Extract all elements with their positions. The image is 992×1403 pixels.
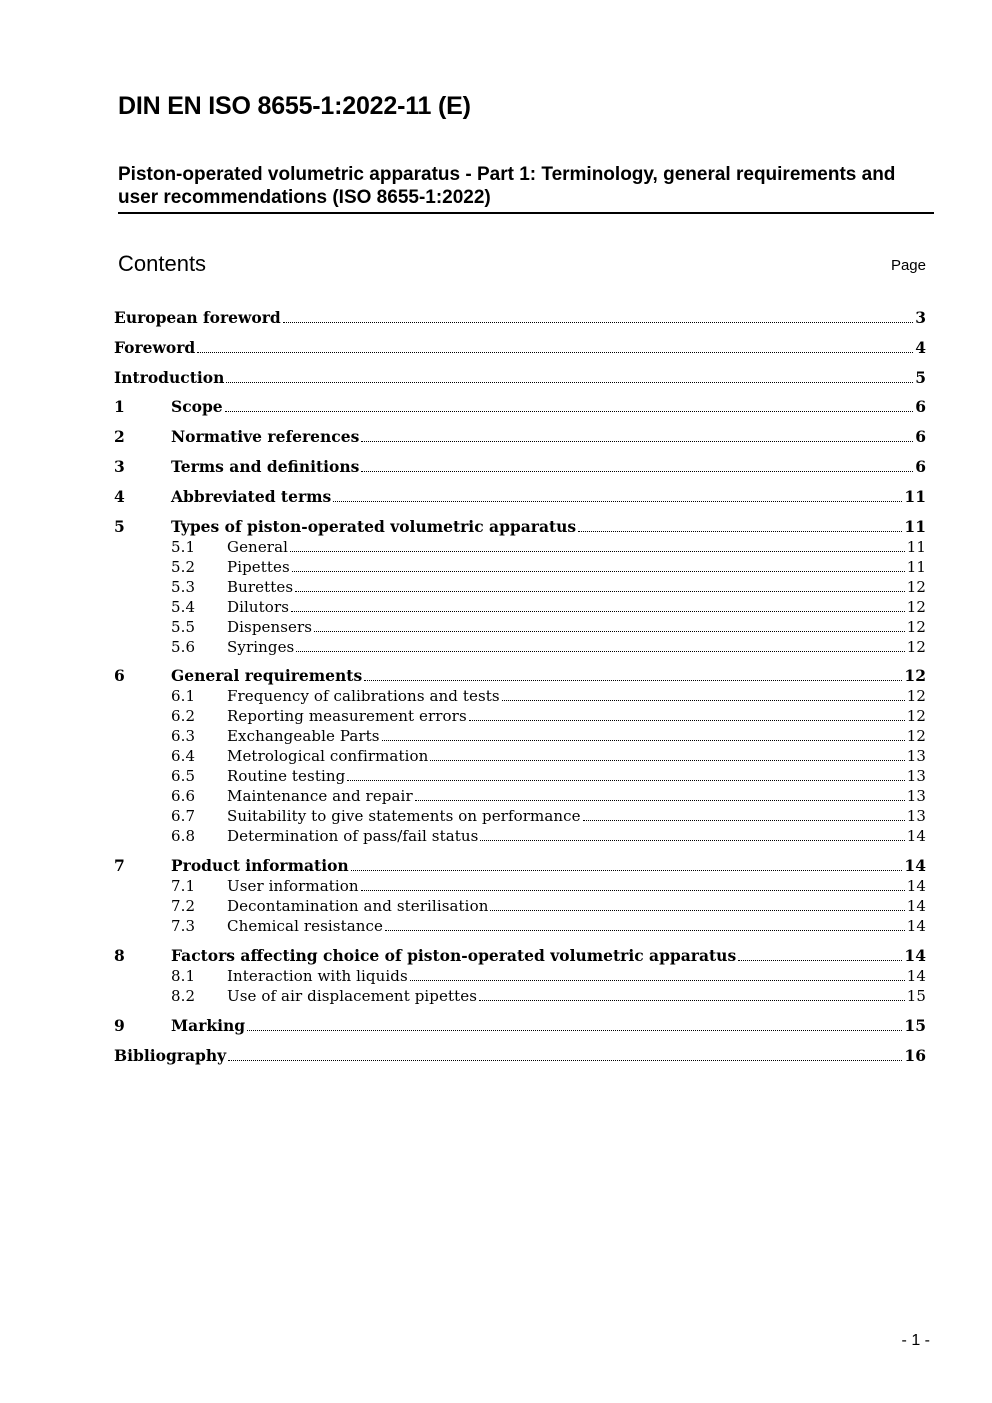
toc-subentry[interactable] [114,986,926,1006]
toc-entry-number: 6.8 [171,827,196,846]
toc-entry-label: Marking [171,1015,246,1035]
toc-entry-page: 12 [906,707,926,726]
toc-dot-leader [583,819,905,821]
toc-entry-label: Syringes [227,637,295,656]
toc-entry-label: Chemical resistance [227,917,383,936]
toc-dot-leader [247,1029,902,1031]
toc-entry-label: Foreword [114,337,196,357]
toc-dot-leader [292,570,905,572]
toc-entry-number: 5.1 [171,537,196,556]
toc-entry-number: 6.2 [171,707,196,726]
toc-subentry[interactable] [114,637,926,657]
toc-entry-page: 12 [906,687,926,706]
toc-subentry[interactable] [114,706,926,726]
toc-entry[interactable] [114,946,926,966]
toc-dot-leader [738,959,902,961]
toc-dot-leader [361,470,913,472]
toc-entry-page: 12 [906,577,926,596]
toc-dot-leader [490,909,904,911]
toc-entry-page: 13 [906,787,926,806]
toc-dot-leader [290,550,905,552]
toc-dot-leader [361,889,905,891]
toc-entry-label: European foreword [114,308,281,327]
toc-entry-label: General [227,537,289,556]
toc-entry-label: Reporting measurement errors [227,707,467,726]
toc-dot-leader [314,630,905,632]
toc-entry-label: Normative references [171,427,360,447]
toc-entry-number: 5.5 [171,617,196,636]
toc-entry-number: 9 [114,1015,125,1035]
toc-entry-label: User information [227,877,359,896]
document-subtitle: Piston-operated volumetric apparatus - Part 1: Terminology, general requirements and user recommendations (ISO 8655-1:2022) [118,163,934,214]
toc-entry-page: 16 [904,1045,926,1065]
toc-dot-leader [364,679,902,681]
toc-entry-number: 5.6 [171,637,196,656]
toc-entry[interactable] [114,1046,926,1066]
toc-entry-number: 5.3 [171,577,196,596]
toc-subentry[interactable] [114,686,926,706]
toc-entry[interactable] [114,487,926,507]
toc-subentry[interactable] [114,766,926,786]
toc-subentry[interactable] [114,617,926,637]
toc-entry-page: 14 [906,966,926,985]
toc-entry-number: 7.1 [171,877,196,896]
toc-dot-leader [291,610,905,612]
toc-entry-page: 12 [904,666,926,686]
toc-subentry[interactable] [114,876,926,896]
toc-dot-leader [295,590,905,592]
toc-entry-number: 5.4 [171,597,196,616]
toc-entry[interactable] [114,427,926,447]
toc-entry-page: 6 [915,456,926,476]
toc-entry[interactable] [114,368,926,388]
toc-entry[interactable] [114,457,926,477]
toc-entry-label: Pipettes [227,557,290,576]
toc-entry-number: 6 [114,666,125,686]
toc-entry-label: Dispensers [227,617,313,636]
toc-subentry[interactable] [114,746,926,766]
toc-entry-page: 14 [906,877,926,896]
toc-entry-number: 3 [114,456,125,476]
toc-entry-label: Dilutors [227,597,290,616]
toc-dot-leader [382,739,905,741]
toc-dot-leader [479,999,905,1001]
toc-entry-number: 6.6 [171,787,196,806]
toc-dot-leader [197,351,913,353]
toc-dot-leader [410,979,905,981]
toc-entry-page: 6 [915,397,926,417]
toc-entry-page: 12 [906,727,926,746]
toc-subentry[interactable] [114,826,926,846]
toc-entry-label: Exchangeable Parts [227,727,380,746]
toc-subentry[interactable] [114,806,926,826]
toc-entry-label: Suitability to give statements on performance [227,807,581,826]
toc-subentry[interactable] [114,726,926,746]
toc-entry-label: Routine testing [227,767,346,786]
toc-subentry[interactable] [114,916,926,936]
toc-dot-leader [333,500,902,502]
toc-entry-page: 11 [906,557,926,576]
toc-entry-label: Terms and definitions [171,456,360,476]
toc-entry-label: Bibliography [114,1045,227,1065]
page-column-heading: Page [890,257,926,274]
toc-entry-number: 1 [114,397,125,417]
toc-entry-number: 2 [114,427,125,447]
toc-subentry[interactable] [114,577,926,597]
toc-entry[interactable] [114,517,926,537]
toc-entry-page: 13 [906,807,926,826]
toc-entry-number: 4 [114,486,125,506]
toc-entry-number: 8 [114,945,125,965]
toc-entry-label: Abbreviated terms [171,486,332,506]
toc-entry[interactable] [114,666,926,686]
toc-entry-page: 12 [906,637,926,656]
toc-entry-label: Factors affecting choice of piston-operated volumetric apparatus [171,945,737,965]
toc-dot-leader [361,440,913,442]
page-number: - 1 - [901,1332,930,1349]
toc-entry-label: Determination of pass/fail status [227,827,479,846]
toc-dot-leader [430,759,904,761]
toc-dot-leader [502,699,905,701]
toc-entry-page: 14 [906,917,926,936]
toc-entry-page: 14 [904,856,926,876]
toc-entry-page: 13 [906,767,926,786]
toc-subentry[interactable] [114,557,926,577]
toc-entry-page: 15 [906,986,926,1005]
toc-dot-leader [226,381,913,383]
toc-entry-page: 11 [904,516,926,536]
toc-entry-label: Frequency of calibrations and tests [227,687,500,706]
toc-dot-leader [283,321,913,323]
toc-entry-number: 8.1 [171,966,196,985]
toc-entry-number: 6.1 [171,687,196,706]
toc-entry-page: 13 [906,747,926,766]
toc-entry-label: Metrological confirmation [227,747,429,766]
toc-entry[interactable] [114,856,926,876]
toc-dot-leader [225,410,914,412]
toc-dot-leader [469,719,905,721]
toc-entry[interactable] [114,308,926,328]
toc-entry-page: 14 [906,827,926,846]
toc-dot-leader [385,929,905,931]
toc-entry-label: Maintenance and repair [227,787,413,806]
toc-dot-leader [296,650,904,652]
toc-subentry[interactable] [114,896,926,916]
toc-entry-page: 12 [906,617,926,636]
toc-entry-number: 7.3 [171,917,196,936]
toc-subentry[interactable] [114,966,926,986]
toc-entry-label: Scope [171,397,223,417]
toc-entry-number: 6.7 [171,807,196,826]
toc-entry-number: 7.2 [171,897,196,916]
toc-entry-label: Burettes [227,577,294,596]
toc-entry[interactable] [114,1016,926,1036]
toc-dot-leader [415,799,905,801]
table-of-contents [114,306,926,1066]
toc-entry-label: Use of air displacement pipettes [227,986,477,1005]
toc-subentry[interactable] [114,537,926,557]
toc-entry-number: 7 [114,856,125,876]
toc-entry-page: 6 [915,427,926,447]
contents-heading: Contents [118,251,207,276]
toc-entry-page: 4 [915,337,926,357]
toc-subentry[interactable] [114,786,926,806]
toc-entry-page: 11 [906,537,926,556]
document-title: DIN EN ISO 8655-1:2022-11 (E) [118,92,471,120]
toc-dot-leader [480,839,904,841]
toc-entry-number: 6.3 [171,727,196,746]
toc-dot-leader [347,779,904,781]
toc-entry-page: 15 [904,1015,926,1035]
toc-entry-label: Introduction [114,367,225,387]
toc-dot-leader [578,530,902,532]
toc-subentry[interactable] [114,597,926,617]
toc-entry-page: 14 [904,945,926,965]
toc-entry-number: 6.4 [171,747,196,766]
toc-entry-page: 12 [906,597,926,616]
toc-entry-number: 8.2 [171,986,196,1005]
toc-entry-label: Product information [171,856,349,876]
toc-entry-page: 3 [915,308,926,327]
toc-entry-label: Interaction with liquids [227,966,408,985]
toc-entry-label: Decontamination and sterilisation [227,897,489,916]
toc-dot-leader [351,869,903,871]
toc-dot-leader [228,1059,902,1061]
toc-entry-page: 14 [906,897,926,916]
toc-entry-number: 6.5 [171,767,196,786]
toc-entry-number: 5.2 [171,557,196,576]
toc-entry[interactable] [114,338,926,358]
toc-entry-page: 5 [915,367,926,387]
toc-entry-page: 11 [904,486,926,506]
toc-entry[interactable] [114,397,926,417]
toc-entry-number: 5 [114,516,125,536]
toc-entry-label: General requirements [171,666,363,686]
toc-entry-label: Types of piston-operated volumetric apparatus [171,516,577,536]
